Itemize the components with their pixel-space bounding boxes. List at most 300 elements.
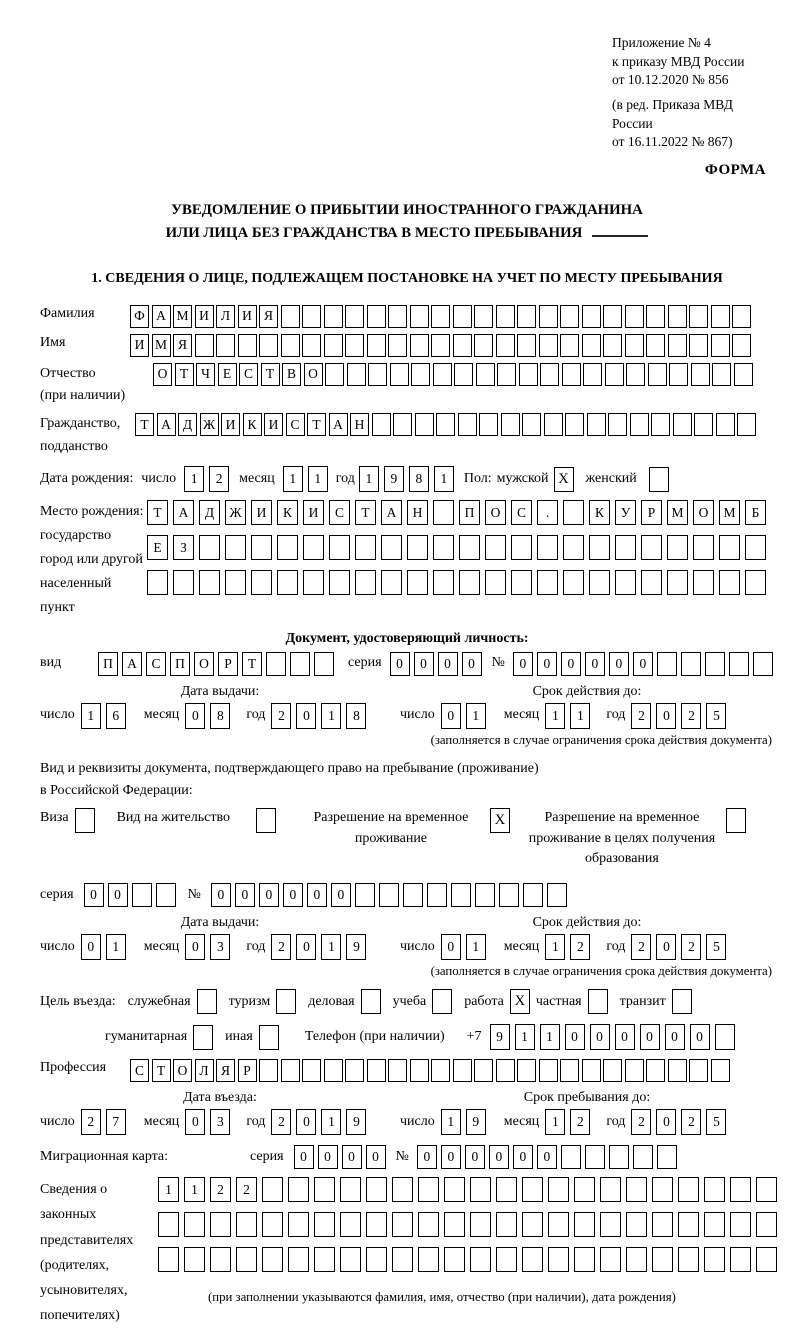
visa-checkbox[interactable]: [75, 808, 95, 833]
char-cell[interactable]: [673, 413, 692, 436]
char-cell[interactable]: [407, 535, 428, 560]
char-cell[interactable]: [470, 1177, 491, 1202]
char-cell[interactable]: [474, 1059, 493, 1082]
char-cell[interactable]: [600, 1212, 621, 1237]
char-cell[interactable]: [646, 1059, 665, 1082]
char-cell[interactable]: 0: [656, 934, 676, 960]
char-cell[interactable]: 0: [438, 652, 458, 676]
char-cell[interactable]: [565, 413, 584, 436]
char-cell[interactable]: Т: [175, 363, 194, 386]
char-cell[interactable]: [705, 652, 725, 676]
char-cell[interactable]: [324, 1059, 343, 1082]
char-cell[interactable]: [485, 570, 506, 595]
char-cell[interactable]: 5: [706, 934, 726, 960]
char-cell[interactable]: [667, 535, 688, 560]
char-cell[interactable]: 0: [84, 883, 104, 907]
char-cell[interactable]: 0: [342, 1145, 362, 1169]
char-cell[interactable]: [630, 413, 649, 436]
char-cell[interactable]: [694, 413, 713, 436]
char-cell[interactable]: [608, 413, 627, 436]
char-cell[interactable]: С: [146, 652, 166, 676]
char-cell[interactable]: [453, 334, 472, 357]
char-cell[interactable]: [756, 1212, 777, 1237]
char-cell[interactable]: 2: [631, 1109, 651, 1135]
char-cell[interactable]: 2: [81, 1109, 101, 1135]
char-cell[interactable]: [418, 1177, 439, 1202]
char-cell[interactable]: [388, 334, 407, 357]
char-cell[interactable]: [517, 305, 536, 328]
char-cell[interactable]: [184, 1247, 205, 1272]
char-cell[interactable]: Т: [355, 500, 376, 525]
char-cell[interactable]: [132, 883, 152, 907]
char-cell[interactable]: [544, 413, 563, 436]
char-cell[interactable]: [251, 570, 272, 595]
char-cell[interactable]: [615, 570, 636, 595]
char-cell[interactable]: Д: [178, 413, 197, 436]
char-cell[interactable]: [633, 1145, 653, 1169]
char-cell[interactable]: [582, 1059, 601, 1082]
char-cell[interactable]: 6: [106, 703, 126, 729]
char-cell[interactable]: 0: [537, 1145, 557, 1169]
char-cell[interactable]: 0: [417, 1145, 437, 1169]
char-cell[interactable]: Т: [152, 1059, 171, 1082]
char-cell[interactable]: 0: [513, 652, 533, 676]
char-cell[interactable]: [574, 1247, 595, 1272]
char-cell[interactable]: [501, 413, 520, 436]
char-cell[interactable]: [324, 305, 343, 328]
char-cell[interactable]: [648, 363, 667, 386]
char-cell[interactable]: [199, 570, 220, 595]
char-cell[interactable]: К: [277, 500, 298, 525]
char-cell[interactable]: 0: [462, 652, 482, 676]
char-cell[interactable]: 2: [631, 934, 651, 960]
char-cell[interactable]: [678, 1212, 699, 1237]
char-cell[interactable]: [496, 1177, 517, 1202]
char-cell[interactable]: [329, 570, 350, 595]
char-cell[interactable]: [756, 1247, 777, 1272]
char-cell[interactable]: [340, 1247, 361, 1272]
char-cell[interactable]: [729, 652, 749, 676]
char-cell[interactable]: [236, 1212, 257, 1237]
char-cell[interactable]: [499, 883, 519, 907]
char-cell[interactable]: [303, 570, 324, 595]
char-cell[interactable]: 0: [366, 1145, 386, 1169]
char-cell[interactable]: 0: [283, 883, 303, 907]
char-cell[interactable]: [302, 1059, 321, 1082]
char-cell[interactable]: 0: [513, 1145, 533, 1169]
char-cell[interactable]: [625, 334, 644, 357]
char-cell[interactable]: [600, 1247, 621, 1272]
char-cell[interactable]: [609, 1145, 629, 1169]
char-cell[interactable]: [600, 1177, 621, 1202]
char-cell[interactable]: [410, 1059, 429, 1082]
char-cell[interactable]: У: [615, 500, 636, 525]
char-cell[interactable]: [704, 1212, 725, 1237]
char-cell[interactable]: [379, 883, 399, 907]
char-cell[interactable]: Р: [218, 652, 238, 676]
char-cell[interactable]: [210, 1247, 231, 1272]
char-cell[interactable]: [251, 535, 272, 560]
char-cell[interactable]: [281, 334, 300, 357]
char-cell[interactable]: [719, 570, 740, 595]
char-cell[interactable]: [715, 1024, 735, 1050]
char-cell[interactable]: [262, 1247, 283, 1272]
purpose-private-checkbox[interactable]: [588, 989, 608, 1014]
char-cell[interactable]: З: [173, 535, 194, 560]
char-cell[interactable]: [225, 570, 246, 595]
char-cell[interactable]: [626, 363, 645, 386]
purpose-official-checkbox[interactable]: [197, 989, 217, 1014]
char-cell[interactable]: [431, 305, 450, 328]
char-cell[interactable]: [259, 334, 278, 357]
char-cell[interactable]: [381, 570, 402, 595]
char-cell[interactable]: [302, 305, 321, 328]
char-cell[interactable]: [693, 535, 714, 560]
char-cell[interactable]: 1: [441, 1109, 461, 1135]
char-cell[interactable]: [605, 363, 624, 386]
char-cell[interactable]: [436, 413, 455, 436]
char-cell[interactable]: 0: [108, 883, 128, 907]
char-cell[interactable]: 0: [296, 1109, 316, 1135]
char-cell[interactable]: [574, 1212, 595, 1237]
char-cell[interactable]: О: [173, 1059, 192, 1082]
char-cell[interactable]: Ж: [225, 500, 246, 525]
char-cell[interactable]: [302, 334, 321, 357]
residence-permit-checkbox[interactable]: [256, 808, 276, 833]
char-cell[interactable]: В: [282, 363, 301, 386]
char-cell[interactable]: [523, 883, 543, 907]
char-cell[interactable]: [589, 570, 610, 595]
char-cell[interactable]: [281, 1059, 300, 1082]
char-cell[interactable]: 0: [561, 652, 581, 676]
char-cell[interactable]: О: [194, 652, 214, 676]
char-cell[interactable]: [626, 1212, 647, 1237]
char-cell[interactable]: Д: [199, 500, 220, 525]
char-cell[interactable]: А: [157, 413, 176, 436]
char-cell[interactable]: [522, 413, 541, 436]
char-cell[interactable]: 1: [545, 703, 565, 729]
char-cell[interactable]: 0: [585, 652, 605, 676]
char-cell[interactable]: [277, 570, 298, 595]
char-cell[interactable]: [657, 652, 677, 676]
char-cell[interactable]: 9: [346, 1109, 366, 1135]
char-cell[interactable]: 1: [545, 1109, 565, 1135]
char-cell[interactable]: [340, 1177, 361, 1202]
char-cell[interactable]: [444, 1212, 465, 1237]
char-cell[interactable]: С: [130, 1059, 149, 1082]
char-cell[interactable]: [444, 1247, 465, 1272]
char-cell[interactable]: [403, 883, 423, 907]
char-cell[interactable]: 2: [631, 703, 651, 729]
char-cell[interactable]: 0: [296, 934, 316, 960]
char-cell[interactable]: А: [122, 652, 142, 676]
char-cell[interactable]: [199, 535, 220, 560]
char-cell[interactable]: [366, 1212, 387, 1237]
char-cell[interactable]: О: [693, 500, 714, 525]
char-cell[interactable]: [355, 570, 376, 595]
char-cell[interactable]: 0: [665, 1024, 685, 1050]
char-cell[interactable]: [277, 535, 298, 560]
char-cell[interactable]: [603, 1059, 622, 1082]
char-cell[interactable]: [392, 1177, 413, 1202]
char-cell[interactable]: [347, 363, 366, 386]
char-cell[interactable]: [646, 305, 665, 328]
char-cell[interactable]: [496, 334, 515, 357]
char-cell[interactable]: [345, 1059, 364, 1082]
char-cell[interactable]: [652, 1212, 673, 1237]
char-cell[interactable]: [711, 305, 730, 328]
char-cell[interactable]: 0: [185, 1109, 205, 1135]
char-cell[interactable]: [340, 1212, 361, 1237]
char-cell[interactable]: 9: [490, 1024, 510, 1050]
char-cell[interactable]: Б: [745, 500, 766, 525]
char-cell[interactable]: [427, 883, 447, 907]
char-cell[interactable]: 0: [633, 652, 653, 676]
char-cell[interactable]: [458, 413, 477, 436]
char-cell[interactable]: Я: [173, 334, 192, 357]
char-cell[interactable]: М: [667, 500, 688, 525]
char-cell[interactable]: [497, 363, 516, 386]
char-cell[interactable]: О: [153, 363, 172, 386]
purpose-other-checkbox[interactable]: [259, 1025, 279, 1050]
char-cell[interactable]: [582, 334, 601, 357]
char-cell[interactable]: 0: [537, 652, 557, 676]
char-cell[interactable]: [410, 305, 429, 328]
char-cell[interactable]: [734, 363, 753, 386]
char-cell[interactable]: [732, 305, 751, 328]
char-cell[interactable]: [562, 363, 581, 386]
char-cell[interactable]: [314, 1177, 335, 1202]
char-cell[interactable]: [433, 363, 452, 386]
purpose-transit-checkbox[interactable]: [672, 989, 692, 1014]
char-cell[interactable]: [259, 1059, 278, 1082]
char-cell[interactable]: [314, 1212, 335, 1237]
char-cell[interactable]: [173, 570, 194, 595]
char-cell[interactable]: [540, 363, 559, 386]
temp-residence-checkbox[interactable]: X: [490, 808, 510, 833]
char-cell[interactable]: [366, 1247, 387, 1272]
char-cell[interactable]: 0: [235, 883, 255, 907]
char-cell[interactable]: [158, 1212, 179, 1237]
char-cell[interactable]: 1: [515, 1024, 535, 1050]
char-cell[interactable]: [511, 570, 532, 595]
char-cell[interactable]: 0: [690, 1024, 710, 1050]
char-cell[interactable]: И: [221, 413, 240, 436]
char-cell[interactable]: [431, 334, 450, 357]
char-cell[interactable]: [474, 305, 493, 328]
char-cell[interactable]: [668, 1059, 687, 1082]
char-cell[interactable]: 2: [570, 1109, 590, 1135]
char-cell[interactable]: 3: [210, 934, 230, 960]
char-cell[interactable]: 0: [609, 652, 629, 676]
char-cell[interactable]: [667, 570, 688, 595]
char-cell[interactable]: [290, 652, 310, 676]
char-cell[interactable]: Т: [242, 652, 262, 676]
char-cell[interactable]: [451, 883, 471, 907]
char-cell[interactable]: 0: [185, 703, 205, 729]
char-cell[interactable]: [156, 883, 176, 907]
purpose-study-checkbox[interactable]: [432, 989, 452, 1014]
char-cell[interactable]: 1: [184, 1177, 205, 1202]
char-cell[interactable]: 2: [236, 1177, 257, 1202]
char-cell[interactable]: П: [98, 652, 118, 676]
char-cell[interactable]: [325, 363, 344, 386]
char-cell[interactable]: [288, 1177, 309, 1202]
char-cell[interactable]: К: [243, 413, 262, 436]
char-cell[interactable]: [366, 1177, 387, 1202]
char-cell[interactable]: [266, 652, 286, 676]
char-cell[interactable]: [522, 1212, 543, 1237]
char-cell[interactable]: [476, 363, 495, 386]
char-cell[interactable]: [147, 570, 168, 595]
char-cell[interactable]: 0: [465, 1145, 485, 1169]
char-cell[interactable]: 2: [681, 703, 701, 729]
char-cell[interactable]: [367, 305, 386, 328]
char-cell[interactable]: М: [173, 305, 192, 328]
char-cell[interactable]: [459, 570, 480, 595]
char-cell[interactable]: [561, 1145, 581, 1169]
char-cell[interactable]: [732, 334, 751, 357]
char-cell[interactable]: [314, 652, 334, 676]
char-cell[interactable]: 0: [656, 1109, 676, 1135]
char-cell[interactable]: [433, 535, 454, 560]
char-cell[interactable]: 2: [209, 466, 229, 492]
char-cell[interactable]: [753, 652, 773, 676]
char-cell[interactable]: 3: [210, 1109, 230, 1135]
char-cell[interactable]: А: [173, 500, 194, 525]
char-cell[interactable]: [737, 413, 756, 436]
char-cell[interactable]: Р: [641, 500, 662, 525]
char-cell[interactable]: 8: [409, 466, 429, 492]
char-cell[interactable]: 0: [441, 1145, 461, 1169]
char-cell[interactable]: Е: [218, 363, 237, 386]
char-cell[interactable]: [236, 1247, 257, 1272]
char-cell[interactable]: 1: [359, 466, 379, 492]
char-cell[interactable]: [548, 1212, 569, 1237]
char-cell[interactable]: А: [381, 500, 402, 525]
char-cell[interactable]: К: [589, 500, 610, 525]
char-cell[interactable]: [537, 570, 558, 595]
char-cell[interactable]: П: [170, 652, 190, 676]
char-cell[interactable]: 1: [434, 466, 454, 492]
char-cell[interactable]: [418, 1247, 439, 1272]
char-cell[interactable]: 0: [318, 1145, 338, 1169]
char-cell[interactable]: 2: [570, 934, 590, 960]
char-cell[interactable]: [560, 1059, 579, 1082]
char-cell[interactable]: [355, 535, 376, 560]
char-cell[interactable]: [367, 1059, 386, 1082]
char-cell[interactable]: [496, 1247, 517, 1272]
char-cell[interactable]: И: [238, 305, 257, 328]
char-cell[interactable]: [415, 413, 434, 436]
char-cell[interactable]: И: [195, 305, 214, 328]
char-cell[interactable]: [355, 883, 375, 907]
char-cell[interactable]: 0: [211, 883, 231, 907]
char-cell[interactable]: 0: [640, 1024, 660, 1050]
char-cell[interactable]: [517, 334, 536, 357]
char-cell[interactable]: [367, 334, 386, 357]
char-cell[interactable]: 1: [540, 1024, 560, 1050]
char-cell[interactable]: [689, 334, 708, 357]
char-cell[interactable]: 9: [346, 934, 366, 960]
char-cell[interactable]: [689, 305, 708, 328]
char-cell[interactable]: П: [459, 500, 480, 525]
char-cell[interactable]: [184, 1212, 205, 1237]
char-cell[interactable]: С: [511, 500, 532, 525]
char-cell[interactable]: [470, 1212, 491, 1237]
char-cell[interactable]: 0: [296, 703, 316, 729]
char-cell[interactable]: 8: [346, 703, 366, 729]
char-cell[interactable]: [511, 535, 532, 560]
char-cell[interactable]: Ф: [130, 305, 149, 328]
char-cell[interactable]: [704, 1177, 725, 1202]
char-cell[interactable]: [730, 1212, 751, 1237]
char-cell[interactable]: 8: [210, 703, 230, 729]
char-cell[interactable]: [314, 1247, 335, 1272]
char-cell[interactable]: [539, 305, 558, 328]
char-cell[interactable]: [407, 570, 428, 595]
char-cell[interactable]: Р: [238, 1059, 257, 1082]
char-cell[interactable]: [745, 570, 766, 595]
char-cell[interactable]: [485, 535, 506, 560]
char-cell[interactable]: 1: [570, 703, 590, 729]
char-cell[interactable]: [745, 535, 766, 560]
char-cell[interactable]: 1: [321, 1109, 341, 1135]
char-cell[interactable]: А: [329, 413, 348, 436]
char-cell[interactable]: [418, 1212, 439, 1237]
char-cell[interactable]: [475, 883, 495, 907]
char-cell[interactable]: [496, 305, 515, 328]
char-cell[interactable]: Т: [307, 413, 326, 436]
char-cell[interactable]: 9: [384, 466, 404, 492]
char-cell[interactable]: 1: [321, 703, 341, 729]
char-cell[interactable]: [563, 535, 584, 560]
char-cell[interactable]: [548, 1177, 569, 1202]
char-cell[interactable]: [587, 413, 606, 436]
char-cell[interactable]: [392, 1212, 413, 1237]
char-cell[interactable]: И: [264, 413, 283, 436]
char-cell[interactable]: 1: [321, 934, 341, 960]
char-cell[interactable]: [560, 334, 579, 357]
temp-residence-education-checkbox[interactable]: [726, 808, 746, 833]
char-cell[interactable]: 0: [615, 1024, 635, 1050]
char-cell[interactable]: [393, 413, 412, 436]
char-cell[interactable]: Т: [261, 363, 280, 386]
char-cell[interactable]: Т: [147, 500, 168, 525]
char-cell[interactable]: [410, 334, 429, 357]
char-cell[interactable]: [756, 1177, 777, 1202]
char-cell[interactable]: [646, 334, 665, 357]
char-cell[interactable]: [517, 1059, 536, 1082]
char-cell[interactable]: Т: [135, 413, 154, 436]
char-cell[interactable]: С: [239, 363, 258, 386]
char-cell[interactable]: 1: [466, 934, 486, 960]
char-cell[interactable]: [560, 305, 579, 328]
char-cell[interactable]: 1: [106, 934, 126, 960]
char-cell[interactable]: 0: [294, 1145, 314, 1169]
char-cell[interactable]: М: [152, 334, 171, 357]
char-cell[interactable]: [730, 1177, 751, 1202]
char-cell[interactable]: Л: [216, 305, 235, 328]
char-cell[interactable]: 2: [681, 934, 701, 960]
char-cell[interactable]: [668, 334, 687, 357]
char-cell[interactable]: [582, 305, 601, 328]
char-cell[interactable]: [158, 1247, 179, 1272]
char-cell[interactable]: [388, 1059, 407, 1082]
char-cell[interactable]: 0: [565, 1024, 585, 1050]
char-cell[interactable]: 1: [184, 466, 204, 492]
char-cell[interactable]: 0: [259, 883, 279, 907]
